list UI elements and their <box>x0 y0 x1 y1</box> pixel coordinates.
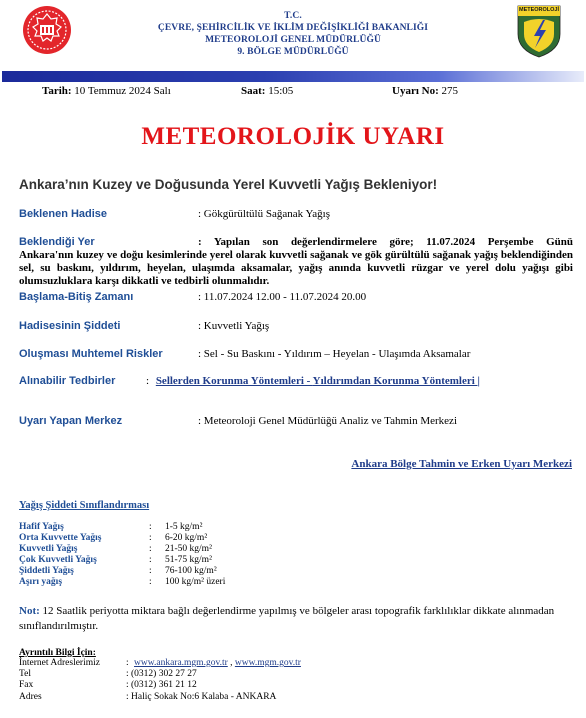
class-label: Aşırı yağış <box>19 577 63 587</box>
headline: Ankara’nın Kuzey ve Doğusunda Yerel Kuvvetli Yağış Bekleniyor! <box>19 177 438 192</box>
class-colon: : <box>149 544 152 554</box>
class-value: 51-75 kg/m² <box>165 555 212 565</box>
classification-title: Yağış Şiddeti Sınıflandırması <box>19 500 150 511</box>
web-colon: : <box>126 658 129 668</box>
date-value: 10 Temmuz 2024 Salı <box>74 85 171 97</box>
header-ministry: ÇEVRE, ŞEHİRCİLİK VE İKLİM DEĞİŞİKLİĞİ BAKANLIĞI <box>157 23 429 33</box>
class-colon: : <box>149 533 152 543</box>
header-region: 9. BÖLGE MÜDÜRLÜĞÜ <box>237 47 349 57</box>
regional-center-link[interactable]: Ankara Bölge Tahmin ve Erken Uyarı Merkezi <box>351 458 572 470</box>
page-title: METEOROLOJİK UYARI <box>141 123 445 150</box>
yer-label: Beklendiği Yer <box>19 236 95 248</box>
ankara-website-link[interactable]: www.ankara.mgm.gov.tr <box>134 658 228 668</box>
web-label: İnternet Adreslerimiz <box>19 658 100 668</box>
header-tc: T.C. <box>284 11 302 21</box>
class-colon: : <box>149 577 152 587</box>
web-separator: , <box>227 658 235 668</box>
header-band <box>2 71 584 82</box>
time-label: Saat: <box>241 85 266 97</box>
siddet-value: : Kuvvetli Yağış <box>198 320 270 332</box>
fax-label: Fax <box>19 680 34 690</box>
tel-value: : (0312) 302 27 27 <box>126 669 197 679</box>
class-label: Şiddetli Yağış <box>19 566 74 576</box>
tedbir-line <box>146 375 480 387</box>
note <box>19 604 567 634</box>
web-line <box>126 658 301 668</box>
class-value: 100 kg/m² üzeri <box>165 577 226 587</box>
zaman-label: Başlama-Bitiş Zamanı <box>19 291 134 303</box>
contact-title: Ayrıntılı Bilgi İçin: <box>19 648 96 658</box>
class-value: 1-5 kg/m² <box>165 522 203 532</box>
class-value: 21-50 kg/m² <box>165 544 212 554</box>
risk-value: : Sel - Su Baskını - Yıldırım – Heyelan - Ulaşımda Aksamalar <box>198 348 471 360</box>
siddet-label: Hadisesinin Şiddeti <box>19 320 121 332</box>
mgm-website-link[interactable]: www.mgm.gov.tr <box>234 658 301 668</box>
yildirim-korunma-link[interactable]: Yıldırımdan Korunma Yöntemleri | <box>312 375 480 387</box>
zaman-value: : 11.07.2024 12.00 - 11.07.2024 20.00 <box>198 291 367 303</box>
note-label: Not: <box>19 605 40 617</box>
tedbir-colon: : <box>146 375 150 387</box>
warning-no-line <box>392 85 458 97</box>
tedbir-label: Alınabilir Tedbirler <box>19 375 116 387</box>
risk-label: Oluşması Muhtemel Riskler <box>19 348 163 360</box>
class-label: Orta Kuvvette Yağış <box>19 533 102 543</box>
class-colon: : <box>149 555 152 565</box>
yer-value-first: : Yapılan son değerlendirmelere göre; 11.07.2024 Perşembe Günü <box>198 236 573 248</box>
class-colon: : <box>149 566 152 576</box>
sel-korunma-link[interactable]: Sellerden Korunma Yöntemleri - <box>155 375 313 387</box>
note-text: 12 Saatlik periyotta miktara bağlı değerlendirme yapılmış ve bölgeler arası topografik farklılıklar dikkate alınmadan sınıflandırılmıştır. <box>19 605 555 632</box>
time-value: 15:05 <box>268 85 294 97</box>
address-value: : Haliç Sokak No:6 Kalaba - ANKARA <box>126 692 277 702</box>
class-label: Çok Kuvvetli Yağış <box>19 555 97 565</box>
date-label: Tarih: <box>42 85 72 97</box>
class-label: Kuvvetli Yağış <box>19 544 78 554</box>
yer-value-rest: Ankara'nın kuzey ve doğu kesimlerinde yerel olarak kuvvetli sağanak ve gök gürültülü sağanak yağış beklendiğinden sel, su baskını, yıldırım, heyelan, ulaşımda aksamalar, yağış anında kuvvetli rüzgar ve yerel dolu yağışı gibi olumsuzluklara karşı dikkatli ve tedbirli olunmalıdır. <box>19 249 573 287</box>
hadise-label: Beklenen Hadise <box>19 208 108 220</box>
time-line <box>241 85 293 97</box>
class-value: 6-20 kg/m² <box>165 533 208 543</box>
header-directorate: METEOROLOJİ GENEL MÜDÜRLÜĞÜ <box>205 35 381 45</box>
class-colon: : <box>149 522 152 532</box>
meteoroloji-logo <box>516 4 562 58</box>
address-label: Adres <box>19 692 42 702</box>
warning-no-value: 275 <box>441 85 458 97</box>
fax-value: : (0312) 361 21 12 <box>126 680 197 690</box>
meteoroloji-logo-text: METEOROLOJİ <box>518 7 560 13</box>
warning-no-label: Uyarı No: <box>392 85 439 97</box>
class-label: Hafif Yağış <box>19 522 64 532</box>
class-value: 76-100 kg/m² <box>165 566 217 576</box>
merkez-value: : Meteoroloji Genel Müdürlüğü Analiz ve Tahmin Merkezi <box>198 415 457 427</box>
merkez-label: Uyarı Yapan Merkez <box>19 415 123 427</box>
tel-label: Tel <box>19 669 31 679</box>
date-line <box>42 85 171 97</box>
hadise-value: : Gökgürültülü Sağanak Yağış <box>198 208 330 220</box>
